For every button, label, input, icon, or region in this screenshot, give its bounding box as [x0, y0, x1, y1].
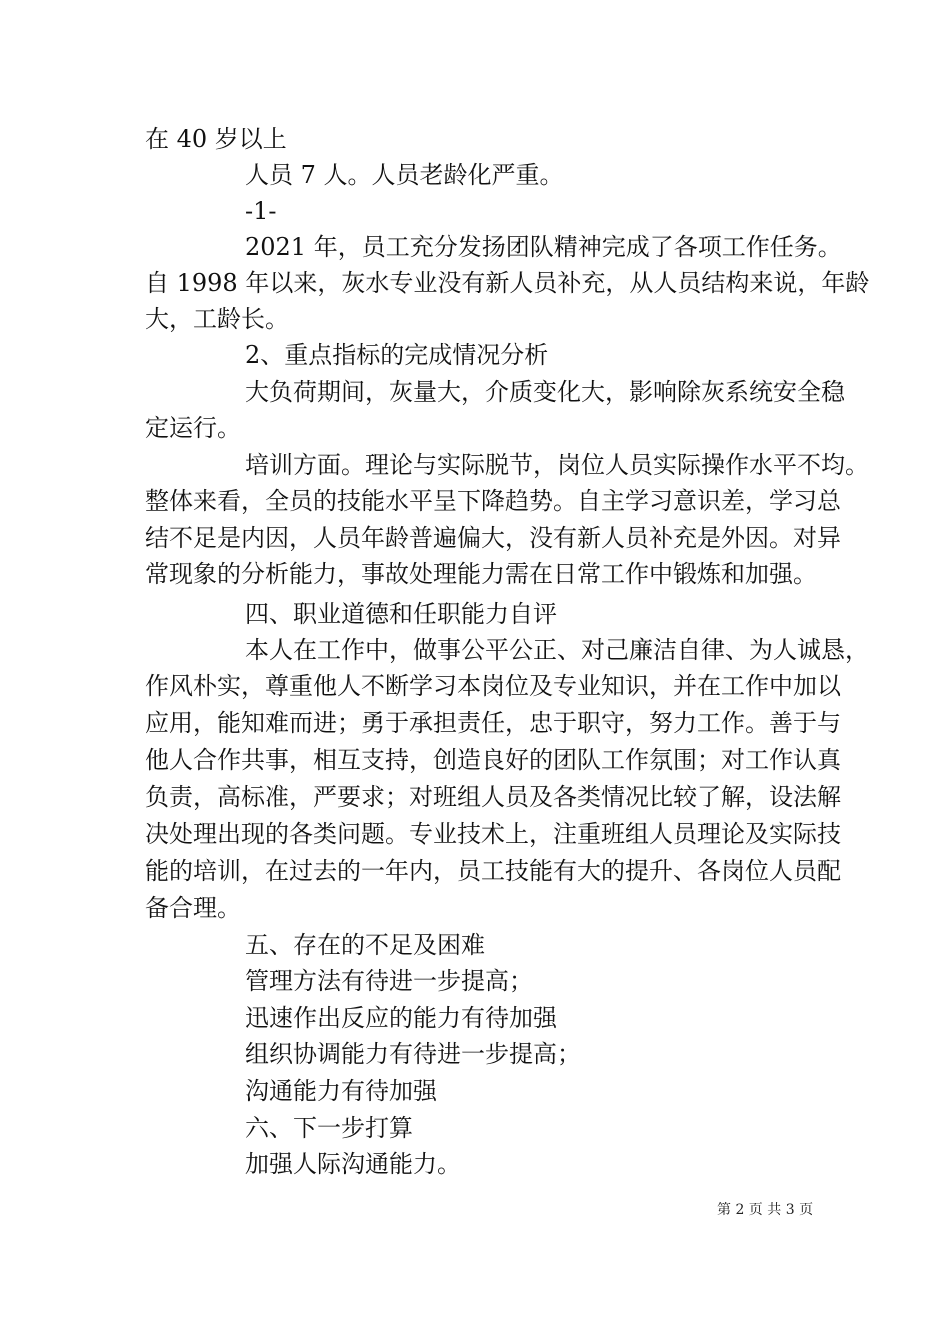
- section-heading: 六、下一步打算: [245, 1114, 413, 1142]
- text-line: 人员 7 人。人员老龄化严重。: [245, 161, 564, 189]
- text-line: 他人合作共事，相互支持，创造良好的团队工作氛围；对工作认真: [145, 746, 841, 774]
- text-line: 负责，高标准，严要求；对班组人员及各类情况比较了解，设法解: [145, 783, 841, 811]
- section-heading: 四、职业道德和任职能力自评: [245, 600, 557, 628]
- text-line: 大，工龄长。: [145, 305, 289, 333]
- section-heading: 五、存在的不足及困难: [245, 931, 485, 959]
- text-line: 本人在工作中，做事公平公正、对己廉洁自律、为人诚恳，: [245, 636, 869, 664]
- text-line: 在 40 岁以上: [145, 125, 287, 153]
- text-line: 2021 年，员工充分发扬团队精神完成了各项工作任务。: [245, 233, 842, 261]
- text-line: 决处理出现的各类问题。专业技术上，注重班组人员理论及实际技: [145, 820, 841, 848]
- text-line: 应用，能知难而进；勇于承担责任，忠于职守，努力工作。善于与: [145, 709, 841, 737]
- page-footer: 第 2 页 共 3 页: [717, 1202, 814, 1218]
- text-line: 管理方法有待进一步提高；: [245, 967, 533, 995]
- section-heading: 2、重点指标的完成情况分析: [245, 341, 549, 369]
- text-line: 结不足是内因，人员年龄普遍偏大，没有新人员补充是外因。对异: [145, 524, 841, 552]
- text-line: 组织协调能力有待进一步提高；: [245, 1040, 581, 1068]
- text-line: 定运行。: [145, 414, 241, 442]
- text-line: 整体来看，全员的技能水平呈下降趋势。自主学习意识差，学习总: [145, 487, 841, 515]
- text-line: 加强人际沟通能力。: [245, 1150, 461, 1178]
- page-marker: -1-: [245, 197, 277, 225]
- text-line: 自 1998 年以来，灰水专业没有新人员补充，从人员结构来说，年龄: [145, 269, 870, 297]
- text-line: 备合理。: [145, 894, 241, 922]
- text-line: 沟通能力有待加强: [245, 1077, 437, 1105]
- text-line: 能的培训，在过去的一年内，员工技能有大的提升、各岗位人员配: [145, 857, 841, 885]
- text-line: 常现象的分析能力，事故处理能力需在日常工作中锻炼和加强。: [145, 560, 817, 588]
- text-line: 培训方面。理论与实际脱节，岗位人员实际操作水平不均。: [245, 451, 869, 479]
- text-line: 迅速作出反应的能力有待加强: [245, 1004, 557, 1032]
- text-line: 作风朴实，尊重他人不断学习本岗位及专业知识，并在工作中加以: [145, 672, 841, 700]
- text-line: 大负荷期间，灰量大，介质变化大，影响除灰系统安全稳: [245, 378, 845, 406]
